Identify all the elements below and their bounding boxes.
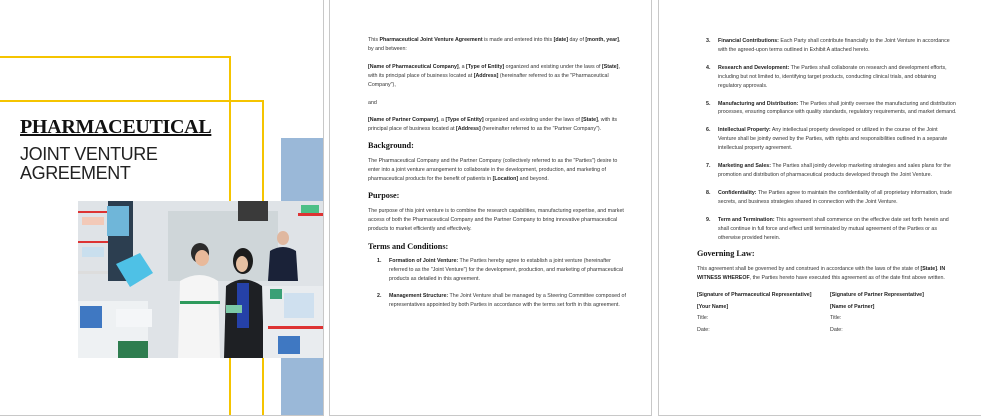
signer-title-label: Title:	[697, 315, 709, 322]
yellow-frame-line	[0, 100, 264, 102]
terms-list-item: 8. Confidentiality: The Parties agree to maintain the confidentiality of all proprietary information, trade secrets, and business strategies shared in connection with the Joint Venture.	[706, 189, 952, 205]
pharmacy-photo-illustration	[78, 201, 323, 358]
background-heading: Background:	[368, 141, 414, 151]
signature-line: [Signature of Partner Representative]	[830, 292, 924, 299]
intro-paragraph: This Pharmaceutical Joint Venture Agreement is made and entered into this [date] day of [month, year], by and between:	[368, 37, 621, 52]
terms-list-item: 5. Manufacturing and Distribution: The Parties shall jointly oversee the manufacturing and distribution processes, ensuring compliance with quality standards, regulatory requirements, and market demand.	[706, 100, 957, 116]
pharmacy-photo	[78, 201, 323, 358]
cover-title: PHARMACEUTICAL	[20, 116, 212, 138]
page-3-body	[697, 37, 957, 336]
party-2-paragraph: [Name of Partner Company], a [Type of Entity] organized and existing under the laws of [State], with its principal place of business located at [Address] (hereinafter referred to as the "Partner Company").	[368, 117, 617, 133]
terms-heading: Terms and Conditions:	[368, 241, 449, 251]
cover-subtitle	[20, 145, 157, 183]
terms-list-item: 2. Management Structure: The Joint Venture shall be managed by a Steering Committee composed of representatives appointed by both Parties in accordance with the terms set forth in this agreement.	[377, 293, 626, 309]
terms-list-item: 1. Formation of Joint Venture: The Parties hereby agree to establish a joint venture (hereinafter referred to as the "Joint Venture") for the development, production, and marketing of pharmaceutical products as detailed in this agreement.	[377, 258, 624, 283]
terms-list-item: 7. Marketing and Sales: The Parties shall jointly develop marketing strategies and sales plans for the promotion and distribution of pharmaceutical products developed through the Joint Venture.	[706, 163, 951, 178]
signature-right	[830, 290, 924, 336]
terms-list	[697, 37, 957, 242]
page-2-body	[368, 36, 627, 310]
cover-subtitle-line: JOINT VENTURE	[20, 144, 158, 164]
terms-list-item: 9. Term and Termination: This agreement shall commence on the effective date set forth herein and shall continue in full force and effect until terminated by mutual agreement of the Parties or as otherwise provided herein.	[706, 216, 949, 241]
background-paragraph: The Pharmaceutical Company and the Partner Company (collectively referred to as the "Parties") desire to enter into a joint venture arrangement to collaborate in the development, production, and marketing of pharmaceutical products for the benefit of patients in [Location] and beyond.	[368, 158, 618, 182]
signer-date-label: Date:	[830, 326, 843, 333]
signature-left	[697, 290, 830, 336]
signer-title-label: Title:	[830, 315, 842, 322]
and-text: and	[368, 99, 377, 106]
document-page-2	[329, 0, 652, 416]
cover-page	[0, 0, 324, 416]
purpose-heading: Purpose:	[368, 190, 400, 200]
signer-name: [Your Name]	[697, 303, 729, 310]
governing-law-heading: Governing Law:	[697, 249, 755, 259]
signature-line: [Signature of Pharmaceutical Representative]	[697, 292, 812, 299]
signer-name: [Name of Partner]	[830, 303, 875, 310]
party-1-paragraph: [Name of Pharmaceutical Company], a [Type of Entity] organized and existing under the laws of [State], with its principal place of business located at [Address] (hereinafter referred to as the "Pharmaceutical Company"),	[368, 63, 620, 88]
yellow-frame-line	[0, 56, 231, 58]
terms-list	[368, 257, 627, 310]
terms-list-item: 3. Financial Contributions: Each Party shall contribute financially to the Joint Venture in accordance with the agreed-upon terms outlined in Exhibit A attached hereto.	[706, 38, 950, 53]
purpose-paragraph: The purpose of this joint venture is to combine the research capabilities, manufacturing expertise, and market access of both the Pharmaceutical Company and the Partner Company to bring innovative pharmaceutical products to market efficiently and effectively.	[368, 207, 624, 232]
signer-date-label: Date:	[697, 326, 710, 333]
terms-list-item: 4. Research and Development: The Parties shall collaborate on research and development efforts, including but not limited to, identifying target products, conducting clinical trials, and obtaining regulatory approvals.	[706, 64, 947, 89]
cover-subtitle-line: AGREEMENT	[20, 163, 131, 183]
document-page-3	[658, 0, 981, 416]
signature-block	[697, 290, 957, 336]
governing-law-paragraph: This agreement shall be governed by and construed in accordance with the laws of the state of [State]. IN WITNESS WHEREOF, the Parties hereto have executed this agreement as of the date first above written.	[697, 266, 946, 282]
terms-list-item: 6. Intellectual Property: Any intellectual property developed or utilized in the course of the Joint Venture shall be jointly owned by the Parties, with rights and responsibilities outlined in a separate intellectual property agreement.	[706, 127, 948, 152]
